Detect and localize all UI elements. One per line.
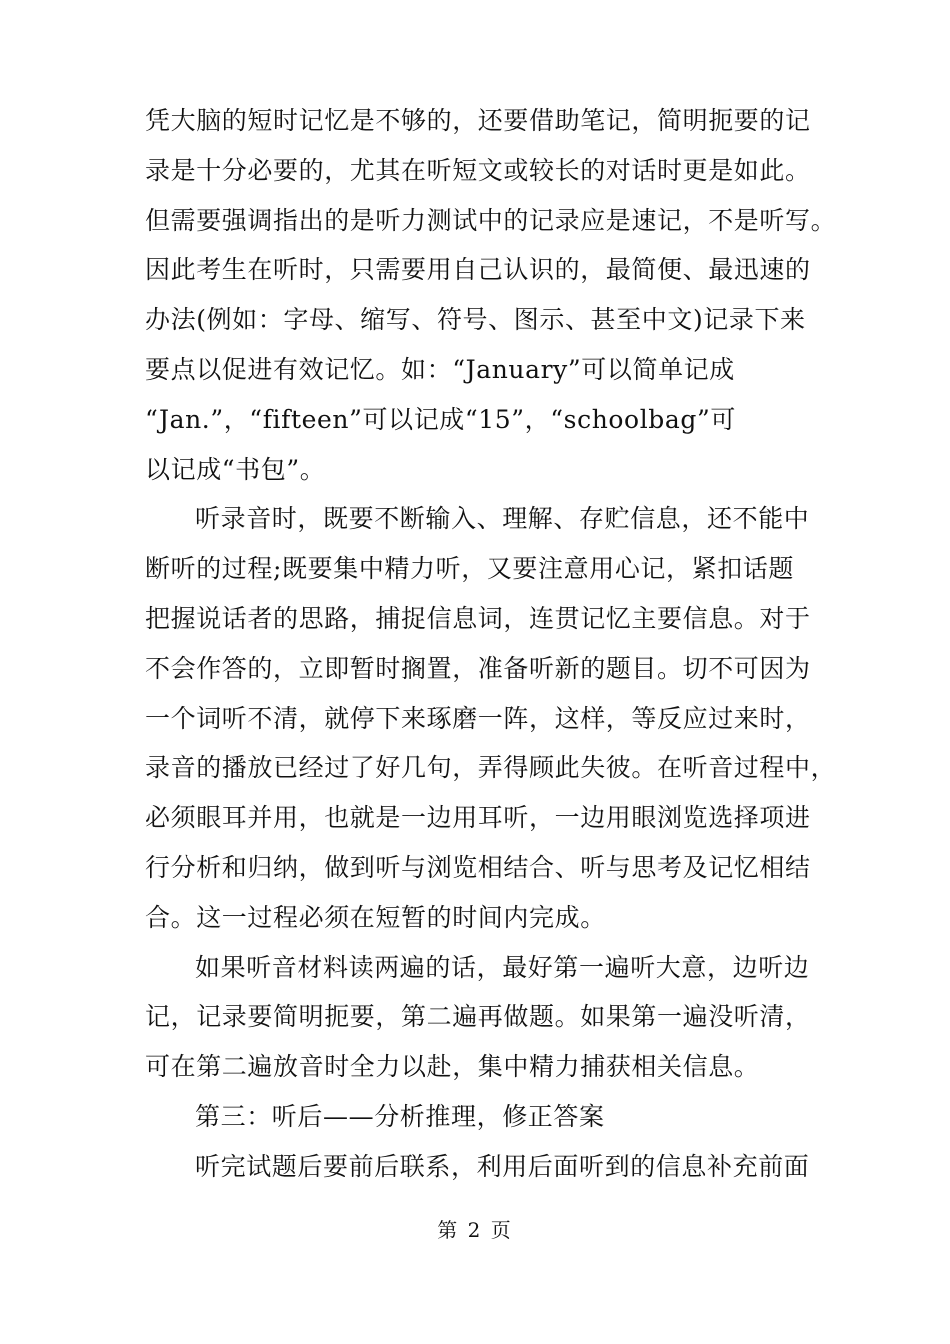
text-line: 合。这一过程必须在短暂的时间内完成。: [145, 902, 606, 932]
document-body: [145, 96, 837, 1192]
text-line: 录是十分必要的，尤其在听短文或较长的对话时更是如此。: [145, 155, 811, 185]
text-line: 把握说话者的思路，捕捉信息词，连贯记忆主要信息。对于: [145, 603, 811, 633]
text-line: 因此考生在听时，只需要用自己认识的，最简便、最迅速的: [145, 255, 811, 285]
text-line: 可在第二遍放音时全力以赴，集中精力捕获相关信息。: [145, 1052, 760, 1082]
text-line: 办法(例如：字母、缩写、符号、图示、甚至中文)记录下来: [145, 305, 806, 335]
text-line: 不会作答的，立即暂时搁置，准备听新的题目。切不可因为: [145, 653, 811, 683]
text-line: 记，记录要简明扼要，第二遍再做题。如果第一遍没听清，: [145, 1002, 811, 1032]
text-line: “Jan.”，“fifteen”可以记成“15”，“schoolbag”可: [145, 404, 736, 434]
section-heading: 第三：听后——分析推理，修正答案: [195, 1101, 605, 1131]
text-line: 必须眼耳并用，也就是一边用耳听，一边用眼浏览选择项进: [145, 803, 811, 833]
text-line: 行分析和归纳，做到听与浏览相结合、听与思考及记忆相结: [145, 852, 811, 882]
text-line: 一个词听不清，就停下来琢磨一阵，这样，等反应过来时，: [145, 703, 811, 733]
text-line: 以记成“书包”。: [145, 454, 326, 484]
paragraph-start-line: 听录音时，既要不断输入、理解、存贮信息，还不能中: [195, 504, 810, 534]
paragraph-start-line: 听完试题后要前后联系，利用后面听到的信息补充前面: [195, 1151, 810, 1181]
text-line: 断听的过程;既要集中精力听，又要注意用心记，紧扣话题: [145, 554, 795, 584]
text-line: 凭大脑的短时记忆是不够的，还要借助笔记，简明扼要的记: [145, 106, 811, 135]
text-line: 但需要强调指出的是听力测试中的记录应是速记，不是听写。: [145, 205, 837, 235]
paragraph-start-line: 如果听音材料读两遍的话，最好第一遍听大意，边听边: [195, 952, 810, 982]
text-line: 要点以促进有效记忆。如：“January”可以简单记成: [145, 354, 735, 384]
text-line: 录音的播放已经过了好几句，弄得顾此失彼。在听音过程中，: [145, 753, 837, 783]
page-number: 第 2 页: [437, 1218, 513, 1242]
